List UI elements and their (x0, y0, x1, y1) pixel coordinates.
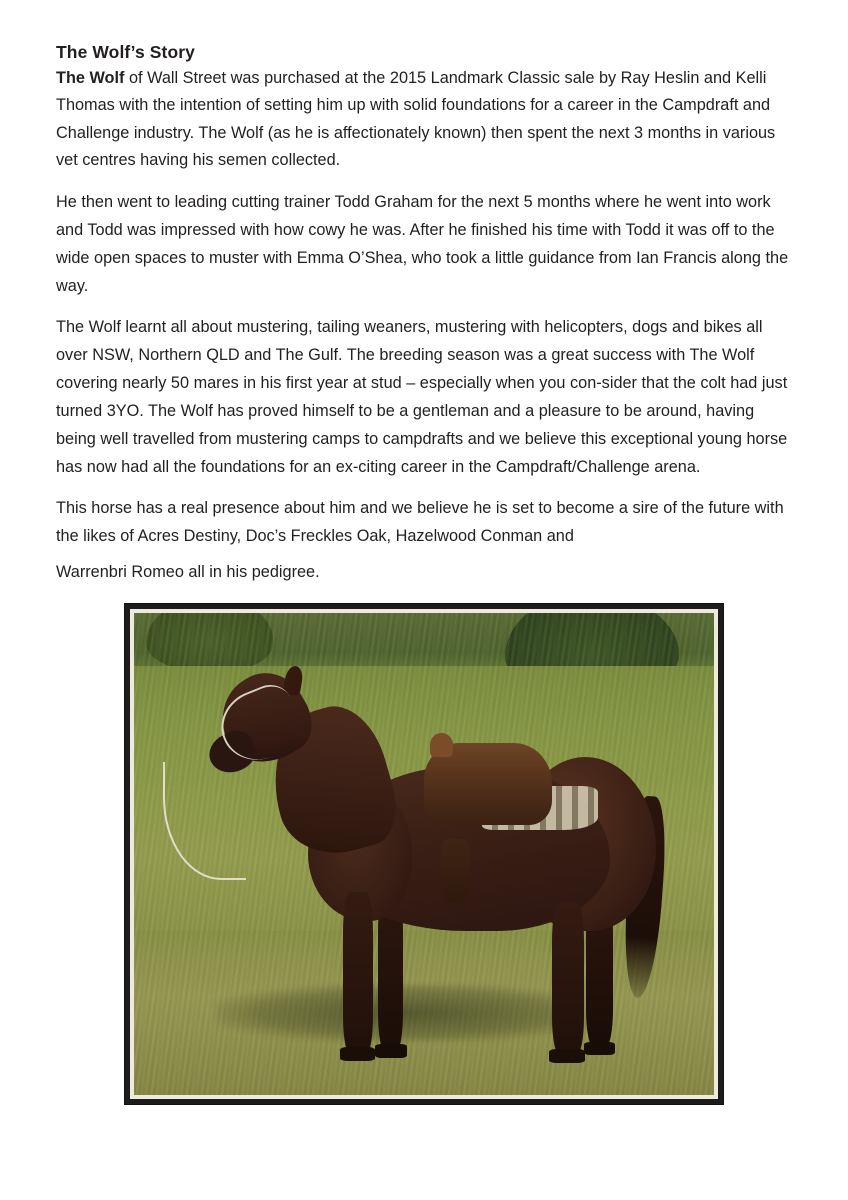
paragraph-3: The Wolf learnt all about mustering, tailing weaners, mustering with helicopters, dogs and bikes all over NSW, Northern QLD and The Gulf. The breeding season was a great success with The Wolf covering nearly 50 mares in his first year at stud – especially when you con-sider that the colt had just turned 3YO. The Wolf has proved himself to be a gentleman and a pleasure to be around, having being well travelled from mustering camps to campdrafts and we believe this exceptional young horse has now had all the foundations for an ex-citing career in the Campdraft/Challenge arena. (56, 317, 788, 476)
paragraph-4: This horse has a real presence about him and we believe he is set to become a sire of the future with the likes of Acres Destiny, Doc’s Freckles Oak, Hazelwood Conman and (56, 498, 784, 545)
stirrup (441, 839, 470, 902)
saddle-horn (430, 733, 453, 757)
horse-hoof-front-far (375, 1044, 406, 1057)
paragraph-1 (56, 65, 792, 175)
horse-hoof-front-near (340, 1047, 375, 1061)
photo-container (56, 604, 792, 1104)
paragraph-1-text: of Wall Street was purchased at the 2015 Landmark Classic sale by Ray Heslin and Kelli Thomas with the intention of setting him up with solid foundations for a career in the Campdraft and Challenge industry. The Wolf (as he is affectionately known) then spent the next 3 months in various vet centres having his semen collected. (56, 69, 776, 170)
page-title: The Wolf’s Story (56, 42, 196, 62)
paragraph-1-lead-in: The Wolf (56, 69, 125, 87)
lead-rope (163, 762, 246, 880)
horse-front-leg-near (343, 892, 373, 1056)
horse-hind-leg-near (552, 902, 584, 1056)
paragraph-5: Warrenbri Romeo all in his pedigree. (56, 562, 320, 581)
horse-hoof-hind-far (584, 1042, 615, 1055)
horse (134, 613, 714, 1095)
paragraph-2: He then went to leading cutting trainer Todd Graham for the next 5 months where he went into work and Todd was impressed with how cowy he was. After he finished his time with Todd it was off to the wide open spaces to muster with Emma O’Shea, who took a little guidance from Ian Francis along the way. (56, 192, 789, 295)
horse-hoof-hind-near (549, 1049, 585, 1063)
paddock-scene (134, 613, 714, 1095)
photo-frame (125, 604, 723, 1104)
horse-photo (130, 609, 718, 1099)
